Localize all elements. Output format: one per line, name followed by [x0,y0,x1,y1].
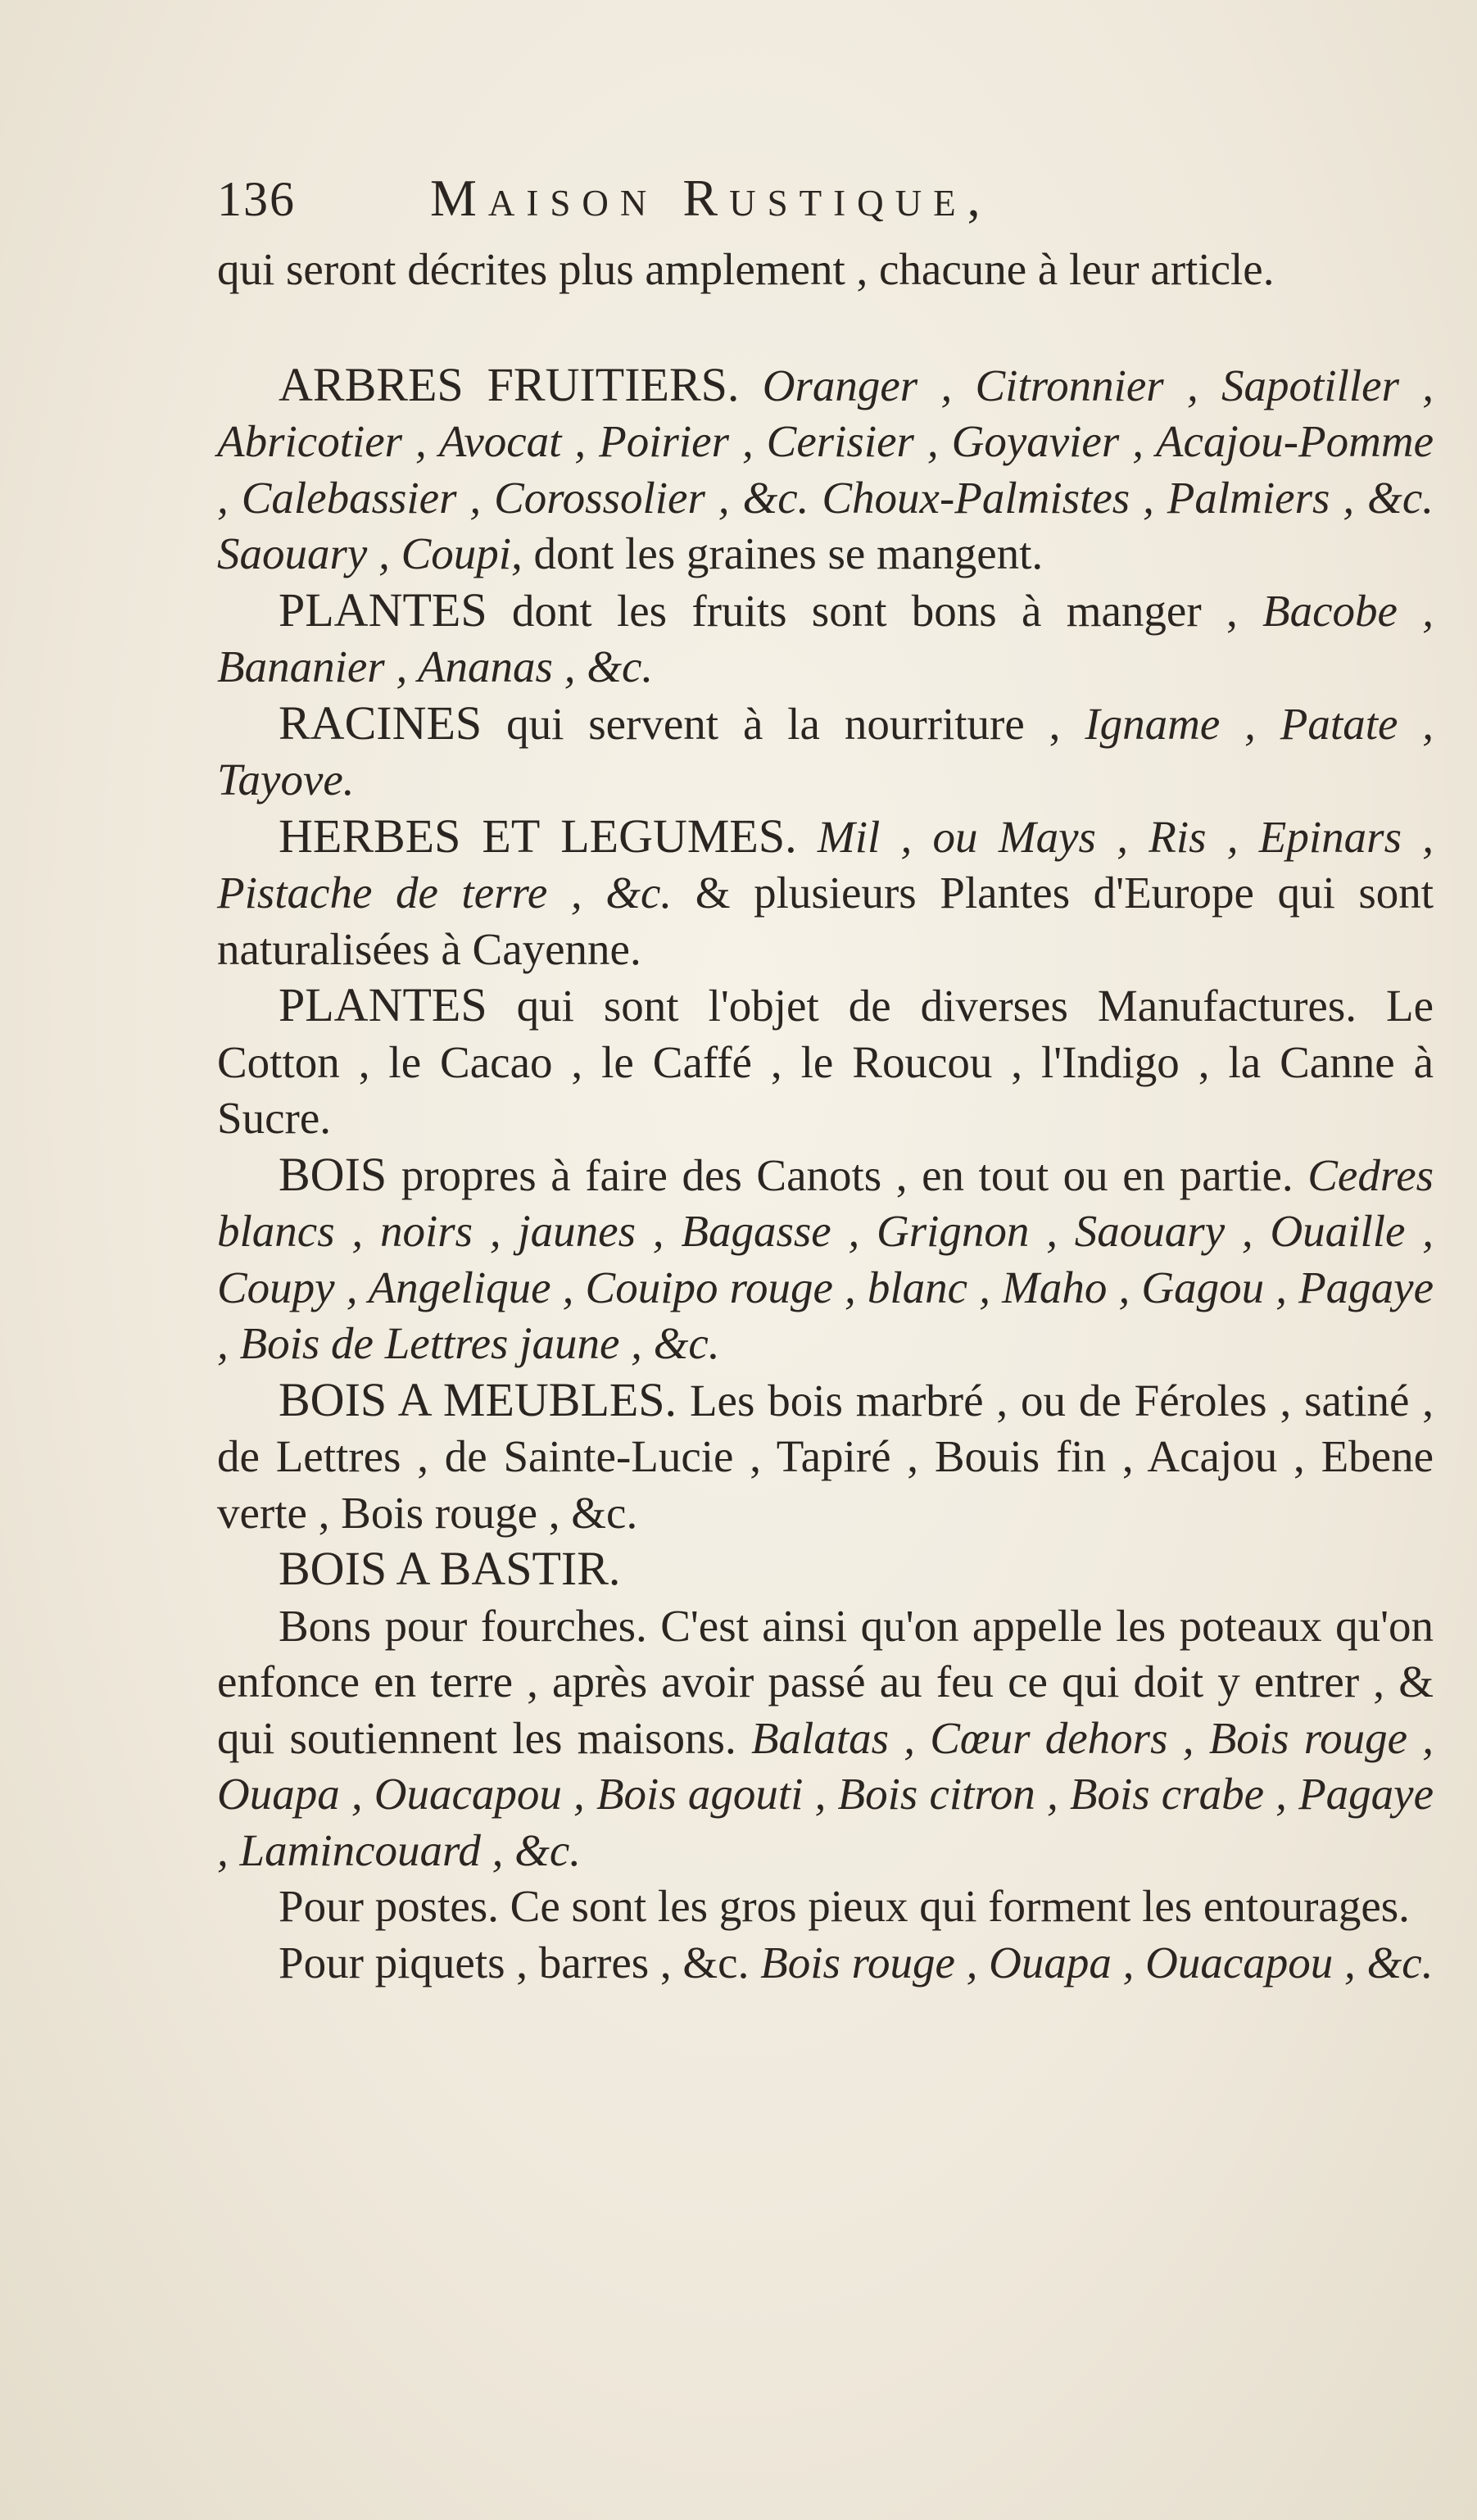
section-terms: Igname , Patate , Tayove. [217,698,1434,804]
subsection-postes [217,1879,1434,1935]
section-text: Les bois marbré , ou de Féroles , satiné , de Lettres , de Sainte-Lucie , Tapiré , Bouis fin , Acajou , Ebene verte , Bois rouge , &c. [217,1375,1434,1538]
section-heading: ARBRES FRUITIERS. [279,357,740,411]
section-heading: RACINES [279,696,483,750]
section-heading: BOIS [279,1147,387,1201]
section-terms: Oranger , Citronnier , Sapotiller , Abricotier , Avocat , Poirier , Cerisier , Goyavier , Acajou-Pomme , Calebassier , Corossolier , &c. Choux-Palmistes , Palmiers , &c. Saouary , Coupi, [217,360,1434,578]
page-content [217,168,1434,1991]
intro-text: qui seront décrites plus amplement , chacune à leur article. [217,244,1275,294]
section-terms: Cedres blancs , noirs , jaunes , Bagasse , Grignon , Saouary , Ouaille , Coupy , Angelique , Couipo rouge , blanc , Maho , Gagou , Pagaye , Bois de Lettres jaune , &c. [217,1149,1434,1368]
section-heading: PLANTES [279,978,487,1031]
section-heading: PLANTES [279,582,487,637]
section-plantes-manufactures [217,977,1434,1147]
section-heading: BOIS A MEUBLES. [279,1372,677,1426]
section-text: propres à faire des Canots , en tout ou en partie. [401,1149,1294,1200]
subsection-fourches [217,1598,1434,1879]
section-terms: Bacobe , Bananier , Ananas , &c. [217,585,1434,691]
section-terms: Bois rouge , Ouapa , Ouacapou , &c. [760,1937,1434,1987]
section-bois-bastir [217,1541,1434,1598]
section-text: Pour piquets , barres , &c. [279,1937,750,1987]
section-heading: BOIS A BASTIR. [279,1542,621,1595]
section-text: dont les fruits sont bons à manger , [511,585,1238,636]
section-herbes-legumes [217,809,1434,978]
section-arbres-fruitiers [217,357,1434,582]
page-number: 136 [217,172,296,226]
section-terms: Balatas , Cœur dehors , Bois rouge , Ouapa , Ouacapou , Bois agouti , Bois citron , Bois crabe , Pagaye , Lamincouard , &c. [217,1712,1434,1875]
section-text: Bons pour fourches. C'est ainsi qu'on appelle les poteaux qu'on enfonce en terre , après avoir passé au feu ce qui doit y entrer , & qui soutiennent les maisons. [217,1600,1434,1763]
section-plantes-fruits [217,582,1434,696]
section-bois-meubles [217,1372,1434,1542]
page-header [217,168,1434,242]
subsection-piquets [217,1935,1434,1992]
section-tail: dont les graines se mangent. [533,528,1044,578]
section-text: qui servent à la nourriture , [506,698,1061,749]
section-heading: HERBES ET LEGUMES. [279,809,797,863]
section-bois-canots [217,1147,1434,1372]
section-tail: & plusieurs Plantes d'Europe qui sont naturalisées à Cayenne. [217,868,1434,974]
intro-paragraph [217,242,1434,298]
section-racines [217,696,1434,809]
section-text: Pour postes. Ce sont les gros pieux qui forment les entourages. [279,1881,1410,1931]
section-text: qui sont l'objet de diverses Manufactures. Le Cotton , le Cacao , le Caffé , le Roucou , l'Indigo , la Canne à Sucre. [217,981,1434,1143]
running-title: Maison Rustique, [430,169,992,227]
section-terms: Mil , ou Mays , Ris , Epinars , Pistache de terre , &c. [217,811,1434,918]
